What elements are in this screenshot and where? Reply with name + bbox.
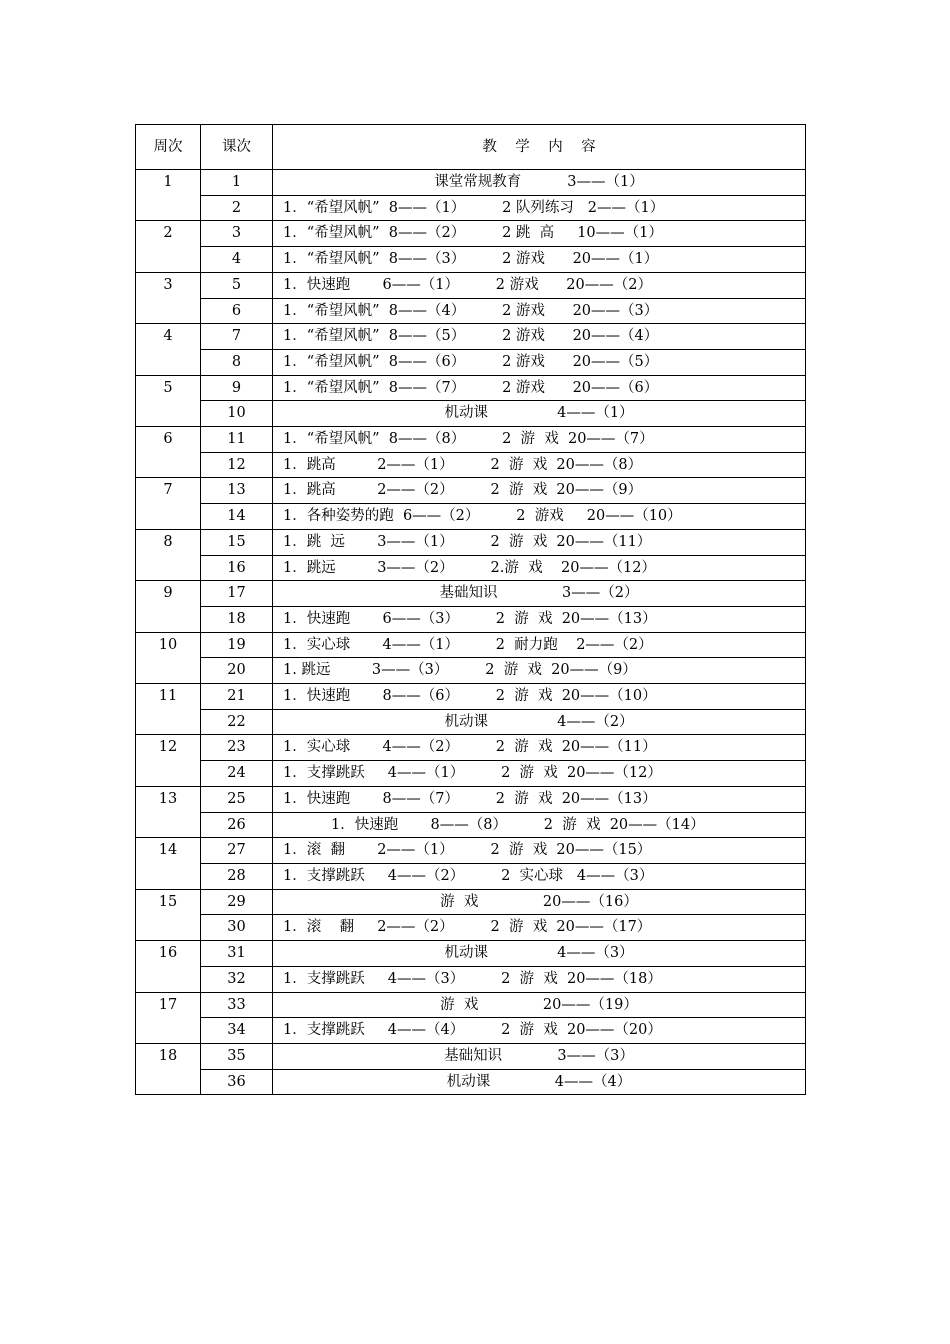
week-cell: 14 xyxy=(136,838,201,889)
week-cell: 3 xyxy=(136,272,201,323)
lesson-cell: 5 xyxy=(201,272,273,298)
content-cell: 1．支撑跳跃 4——（4） 2 游 戏 20——（20） xyxy=(273,1018,806,1044)
lesson-cell: 17 xyxy=(201,581,273,607)
content-cell: 1．跳高 2——（1） 2 游 戏 20——（8） xyxy=(273,452,806,478)
table-row xyxy=(136,529,806,555)
content-cell: 基础知识 3——（2） xyxy=(273,581,806,607)
table-row xyxy=(136,863,806,889)
lesson-cell: 27 xyxy=(201,838,273,864)
header-week: 周次 xyxy=(136,125,201,170)
content-cell: 机动课 4——（4） xyxy=(273,1069,806,1095)
table-row xyxy=(136,632,806,658)
lesson-cell: 1 xyxy=(201,170,273,196)
table-row xyxy=(136,375,806,401)
content-cell: 1．“希望风帆” 8——（4） 2 游戏 20——（3） xyxy=(273,298,806,324)
content-cell: 1. 跳远 3——（3） 2 游 戏 20——（9） xyxy=(273,658,806,684)
lesson-cell: 12 xyxy=(201,452,273,478)
teaching-schedule-table xyxy=(135,124,806,1095)
lesson-cell: 11 xyxy=(201,427,273,453)
lesson-cell: 33 xyxy=(201,992,273,1018)
week-cell: 17 xyxy=(136,992,201,1043)
lesson-cell: 6 xyxy=(201,298,273,324)
content-cell: 1．滚 翻 2——（2） 2 游 戏 20——（17） xyxy=(273,915,806,941)
lesson-cell: 24 xyxy=(201,761,273,787)
table-row xyxy=(136,966,806,992)
table-row xyxy=(136,324,806,350)
table-row xyxy=(136,298,806,324)
table-row xyxy=(136,221,806,247)
content-cell: 1．“希望风帆” 8——（2） 2 跳 高 10——（1） xyxy=(273,221,806,247)
lesson-cell: 36 xyxy=(201,1069,273,1095)
table-row xyxy=(136,504,806,530)
table-row xyxy=(136,170,806,196)
table-row xyxy=(136,684,806,710)
table-row xyxy=(136,735,806,761)
lesson-cell: 21 xyxy=(201,684,273,710)
week-cell: 7 xyxy=(136,478,201,529)
content-cell: 1．快速跑 8——（6） 2 游 戏 20——（10） xyxy=(273,684,806,710)
content-cell: 1．跳 远 3——（1） 2 游 戏 20——（11） xyxy=(273,529,806,555)
content-cell: 1．支撑跳跃 4——（1） 2 游 戏 20——（12） xyxy=(273,761,806,787)
table-row xyxy=(136,992,806,1018)
table-body xyxy=(136,125,806,1095)
table-row xyxy=(136,1043,806,1069)
table-row xyxy=(136,427,806,453)
table-row xyxy=(136,1018,806,1044)
content-cell: 1．“希望风帆” 8——（6） 2 游戏 20——（5） xyxy=(273,349,806,375)
table-row xyxy=(136,581,806,607)
content-cell: 1．“希望风帆” 8——（8） 2 游 戏 20——（7） xyxy=(273,427,806,453)
lesson-cell: 3 xyxy=(201,221,273,247)
week-cell: 1 xyxy=(136,170,201,221)
content-cell: 1．滚 翻 2——（1） 2 游 戏 20——（15） xyxy=(273,838,806,864)
content-cell: 1．实心球 4——（1） 2 耐力跑 2——（2） xyxy=(273,632,806,658)
content-cell: 游 戏 20——（16） xyxy=(273,889,806,915)
table-row xyxy=(136,606,806,632)
content-cell: 1．支撑跳跃 4——（3） 2 游 戏 20——（18） xyxy=(273,966,806,992)
table-row xyxy=(136,941,806,967)
week-cell: 18 xyxy=(136,1043,201,1094)
lesson-cell: 28 xyxy=(201,863,273,889)
content-cell: 1．快速跑 8——（7） 2 游 戏 20——（13） xyxy=(273,786,806,812)
content-cell: 1．“希望风帆” 8——（1） 2 队列练习 2——（1） xyxy=(273,195,806,221)
week-cell: 5 xyxy=(136,375,201,426)
table-row xyxy=(136,786,806,812)
week-cell: 4 xyxy=(136,324,201,375)
content-cell: 1．跳远 3——（2） 2.游 戏 20——（12） xyxy=(273,555,806,581)
week-cell: 8 xyxy=(136,529,201,580)
content-cell: 游 戏 20——（19） xyxy=(273,992,806,1018)
lesson-cell: 15 xyxy=(201,529,273,555)
lesson-cell: 8 xyxy=(201,349,273,375)
header-content: 教 学 内 容 xyxy=(273,125,806,170)
lesson-cell: 32 xyxy=(201,966,273,992)
header-lesson: 课次 xyxy=(201,125,273,170)
table-row xyxy=(136,195,806,221)
table-row xyxy=(136,761,806,787)
lesson-cell: 30 xyxy=(201,915,273,941)
lesson-cell: 10 xyxy=(201,401,273,427)
content-cell: 课堂常规教育 3——（1） xyxy=(273,170,806,196)
content-cell: 基础知识 3——（3） xyxy=(273,1043,806,1069)
table-row xyxy=(136,555,806,581)
lesson-cell: 14 xyxy=(201,504,273,530)
table-row xyxy=(136,452,806,478)
table-row xyxy=(136,272,806,298)
week-cell: 6 xyxy=(136,427,201,478)
lesson-cell: 13 xyxy=(201,478,273,504)
lesson-cell: 31 xyxy=(201,941,273,967)
week-cell: 2 xyxy=(136,221,201,272)
content-cell: 1．各种姿势的跑 6——（2） 2 游戏 20——（10） xyxy=(273,504,806,530)
table-row xyxy=(136,401,806,427)
lesson-cell: 20 xyxy=(201,658,273,684)
table-header-row xyxy=(136,125,806,170)
table-row xyxy=(136,349,806,375)
lesson-cell: 9 xyxy=(201,375,273,401)
lesson-cell: 16 xyxy=(201,555,273,581)
content-cell: 1．快速跑 6——（3） 2 游 戏 20——（13） xyxy=(273,606,806,632)
week-cell: 10 xyxy=(136,632,201,683)
lesson-cell: 29 xyxy=(201,889,273,915)
content-cell: 1．快速跑 8——（8） 2 游 戏 20——（14） xyxy=(273,812,806,838)
week-cell: 12 xyxy=(136,735,201,786)
lesson-cell: 19 xyxy=(201,632,273,658)
content-cell: 机动课 4——（3） xyxy=(273,941,806,967)
table-row xyxy=(136,1069,806,1095)
table-row xyxy=(136,658,806,684)
lesson-cell: 2 xyxy=(201,195,273,221)
lesson-cell: 7 xyxy=(201,324,273,350)
table-row xyxy=(136,812,806,838)
table-row xyxy=(136,889,806,915)
content-cell: 1．“希望风帆” 8——（3） 2 游戏 20——（1） xyxy=(273,247,806,273)
table-row xyxy=(136,247,806,273)
week-cell: 11 xyxy=(136,684,201,735)
table-row xyxy=(136,838,806,864)
lesson-cell: 34 xyxy=(201,1018,273,1044)
week-cell: 15 xyxy=(136,889,201,940)
week-cell: 9 xyxy=(136,581,201,632)
content-cell: 1．实心球 4——（2） 2 游 戏 20——（11） xyxy=(273,735,806,761)
table-row xyxy=(136,478,806,504)
content-cell: 机动课 4——（2） xyxy=(273,709,806,735)
table-row xyxy=(136,915,806,941)
content-cell: 1．支撑跳跃 4——（2） 2 实心球 4——（3） xyxy=(273,863,806,889)
lesson-cell: 22 xyxy=(201,709,273,735)
content-cell: 1．快速跑 6——（1） 2 游戏 20——（2） xyxy=(273,272,806,298)
lesson-cell: 25 xyxy=(201,786,273,812)
content-cell: 1．“希望风帆” 8——（5） 2 游戏 20——（4） xyxy=(273,324,806,350)
content-cell: 1．跳高 2——（2） 2 游 戏 20——（9） xyxy=(273,478,806,504)
week-cell: 13 xyxy=(136,786,201,837)
lesson-cell: 35 xyxy=(201,1043,273,1069)
lesson-cell: 4 xyxy=(201,247,273,273)
lesson-cell: 26 xyxy=(201,812,273,838)
lesson-cell: 18 xyxy=(201,606,273,632)
content-cell: 机动课 4——（1） xyxy=(273,401,806,427)
lesson-cell: 23 xyxy=(201,735,273,761)
content-cell: 1．“希望风帆” 8——（7） 2 游戏 20——（6） xyxy=(273,375,806,401)
table-row xyxy=(136,709,806,735)
week-cell: 16 xyxy=(136,941,201,992)
